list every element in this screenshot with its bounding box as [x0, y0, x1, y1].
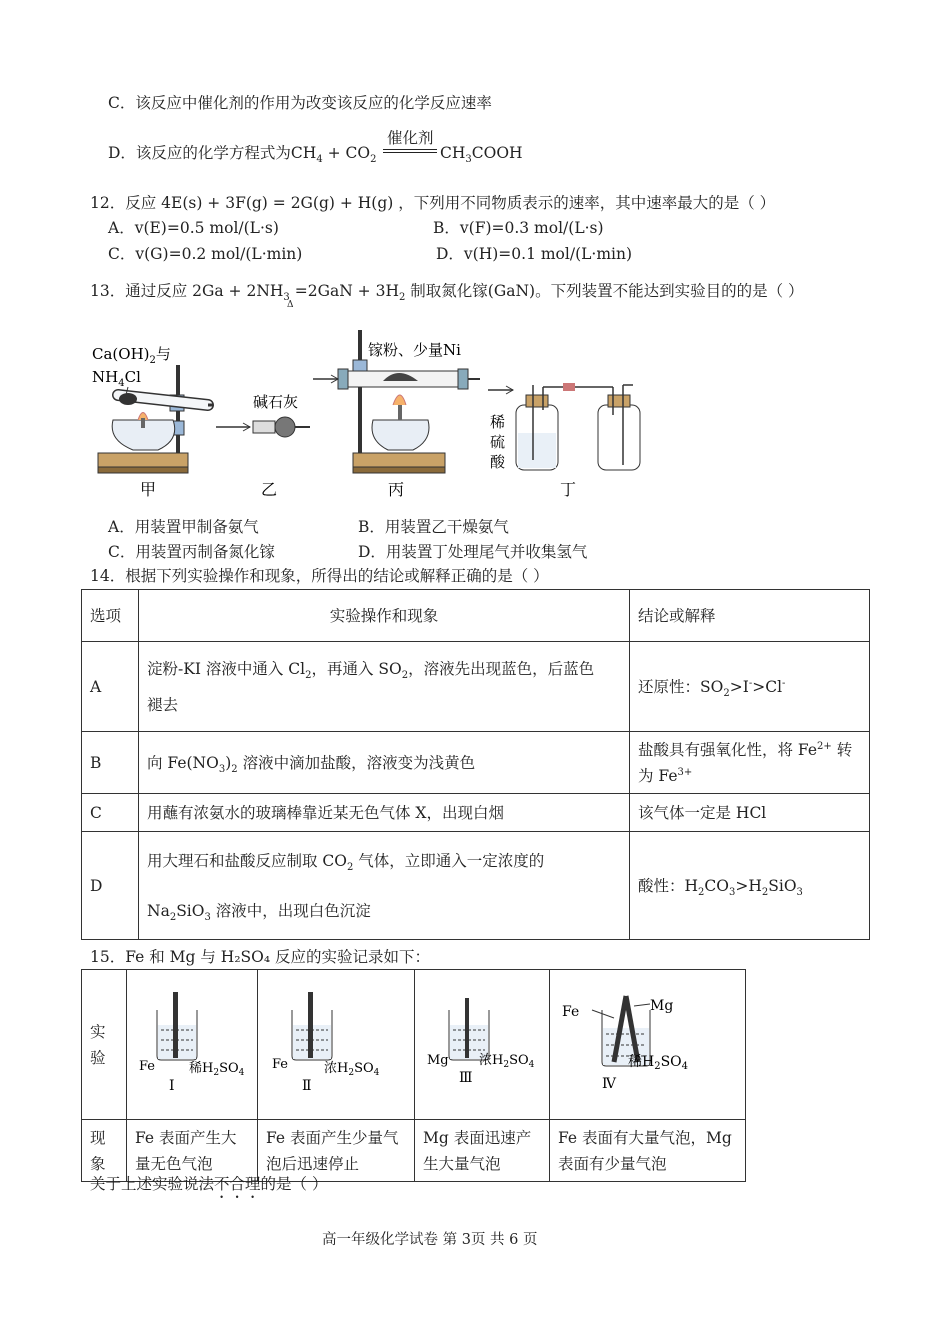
- q15-question: 关于上述实验说法不合理的是（ ）: [90, 1175, 328, 1193]
- header-operation: 实验操作和现象: [139, 590, 630, 642]
- apparatus-yi: [216, 393, 310, 499]
- table-row: [82, 732, 870, 794]
- row-d-operation: 用大理石和盐酸反应制取 $CO_2$ 气体，立即通入一定浓度的 $Na_2SiO_3$ 溶液中，出现白色沉淀: [139, 832, 630, 940]
- beaker-1: [127, 970, 257, 1106]
- row-label-experiment: 实 验: [82, 970, 127, 1120]
- apparatus-label-jia: 甲: [140, 480, 157, 499]
- experiment-4: [550, 970, 746, 1120]
- q11-option-c: C．该反应中催化剂的作用为改变该反应的化学反应速率: [108, 94, 492, 112]
- phenomenon-2: Fe 表面产生少量气 泡后迅速停止: [258, 1120, 415, 1182]
- q13-apparatus-figure: [88, 325, 648, 510]
- row-d-conclusion: 酸性：$H_2CO_3>H_2SiO_3$: [630, 832, 870, 940]
- row-label-phenomenon: 现 象: [82, 1120, 127, 1182]
- roman-label: Ⅳ: [602, 1076, 616, 1092]
- table-row: [82, 970, 746, 1120]
- beaker-2: [258, 970, 414, 1106]
- beaker-4: [550, 970, 744, 1106]
- apparatus-label-ding: 丁: [560, 480, 577, 499]
- row-a-option: A: [82, 642, 139, 732]
- beaker-3: [415, 970, 549, 1106]
- row-c-conclusion: 该气体一定是 HCl: [630, 794, 870, 832]
- row-b-operation: 向 $Fe(NO_3)_2$ 溶液中滴加盐酸，溶液变为浅黄色: [139, 732, 630, 794]
- jia-reagent-label: $Ca(OH)_2$与: [92, 345, 171, 366]
- table-row: [82, 642, 870, 732]
- q14-table: [81, 589, 870, 940]
- q11-catalyst-label: 催化剂: [387, 129, 434, 147]
- page-footer: 高一年级化学试卷 第 3页 共 6 页: [322, 1232, 538, 1248]
- experiment-2: [258, 970, 415, 1120]
- phenomenon-1: Fe 表面产生大 量无色气泡: [127, 1120, 258, 1182]
- metal-label-mg: Mg: [650, 998, 674, 1014]
- header-conclusion: 结论或解释: [630, 590, 870, 642]
- roman-label: Ⅲ: [459, 1070, 473, 1086]
- table-row: [82, 590, 870, 642]
- acid-label: 稀$H_2SO_4$: [628, 1054, 689, 1072]
- ding-reagent-2: 硫: [490, 433, 506, 451]
- phenomenon-4: Fe 表面有大量气泡，Mg 表面有少量气泡: [550, 1120, 746, 1182]
- roman-label: Ⅱ: [302, 1078, 312, 1094]
- yi-reagent-label: 碱石灰: [253, 393, 299, 411]
- q15-table: [81, 969, 746, 1182]
- row-d-option: D: [82, 832, 139, 940]
- apparatus-bing: [313, 330, 480, 499]
- table-row: [82, 832, 870, 940]
- q12-option-c: C．v(G)=0.2 mol/(L·min): [108, 245, 303, 263]
- apparatus-jia: [92, 345, 213, 499]
- emphasized-text: 不合理: [214, 1175, 261, 1193]
- bing-reagent-label: 镓粉、少量Ni: [368, 341, 461, 359]
- q13-option-d: D．用装置丁处理尾气并收集氢气: [358, 543, 588, 561]
- metal-label: Mg: [427, 1053, 449, 1068]
- q12-option-d: D．v(H)=0.1 mol/(L·min): [436, 245, 633, 263]
- delta-mark: Δ: [287, 300, 294, 310]
- apparatus-label-bing: 丙: [388, 480, 405, 499]
- q13-option-c: C．用装置丙制备氮化镓: [108, 543, 275, 561]
- apparatus-ding: [488, 383, 640, 499]
- acid-label: 浓$H_2SO_4$: [479, 1053, 535, 1070]
- q15-stem: 15．Fe 和 Mg 与 H₂SO₄ 反应的实验记录如下：: [90, 948, 431, 966]
- equals-line: [383, 152, 437, 153]
- q11-product: $CH_3COOH$: [440, 144, 523, 166]
- q13-option-a: A．用装置甲制备氨气: [108, 518, 259, 536]
- metal-label: Fe: [272, 1057, 289, 1072]
- jia-reagent-label-2: $NH_4Cl$: [92, 368, 141, 389]
- ding-reagent-1: 稀: [490, 413, 506, 431]
- acid-label: 稀$H_2SO_4$: [189, 1061, 245, 1078]
- apparatus-label-yi: 乙: [261, 480, 278, 499]
- table-row: [82, 794, 870, 832]
- q12-option-a: A．v(E)=0.5 mol/(L·s): [108, 219, 279, 237]
- q12-stem: 12．反应 4E(s) + 3F(g) = 2G(g) + H(g) ，下列用不同物质表示的速率，其中速率最大的是（ ）: [90, 194, 776, 212]
- experiment-3: [415, 970, 550, 1120]
- acid-label: 浓$H_2SO_4$: [324, 1061, 380, 1078]
- q12-option-b: B．v(F)=0.3 mol/(L·s): [433, 219, 604, 237]
- row-c-option: C: [82, 794, 139, 832]
- experiment-1: [127, 970, 258, 1120]
- row-b-option: B: [82, 732, 139, 794]
- header-option: 选项: [82, 590, 139, 642]
- row-a-conclusion: 还原性：$SO_2>I^->Cl^-$: [630, 642, 870, 732]
- row-b-conclusion: 盐酸具有强氧化性，将 $Fe^{2+}$ 转 为 $Fe^{3+}$: [630, 732, 870, 794]
- metal-label: Fe: [139, 1059, 156, 1074]
- ding-reagent-3: 酸: [490, 453, 506, 471]
- q11-option-d: D．该反应的化学方程式为$CH_4 + CO_2$: [108, 144, 377, 166]
- row-c-operation: 用蘸有浓氨水的玻璃棒靠近某无色气体 X，出现白烟: [139, 794, 630, 832]
- row-a-operation: 淀粉-KI 溶液中通入 $Cl_2$，再通入 $SO_2$，溶液先出现蓝色，后蓝色 褪去: [139, 642, 630, 732]
- q14-stem: 14．根据下列实验操作和现象，所得出的结论或解释正确的是（ ）: [90, 567, 549, 585]
- q13-option-b: B．用装置乙干燥氨气: [358, 518, 509, 536]
- q13-stem: 13．通过反应 $2Ga + 2NH_3 =2GaN + 3H_2$ 制取氮化镓(GaN)。下列装置不能达到实验目的的是（ ）: [90, 282, 804, 304]
- metal-label-fe: Fe: [562, 1004, 580, 1020]
- phenomenon-3: Mg 表面迅速产 生大量气泡: [415, 1120, 550, 1182]
- roman-label: Ⅰ: [169, 1078, 175, 1094]
- equals-line: [383, 149, 437, 150]
